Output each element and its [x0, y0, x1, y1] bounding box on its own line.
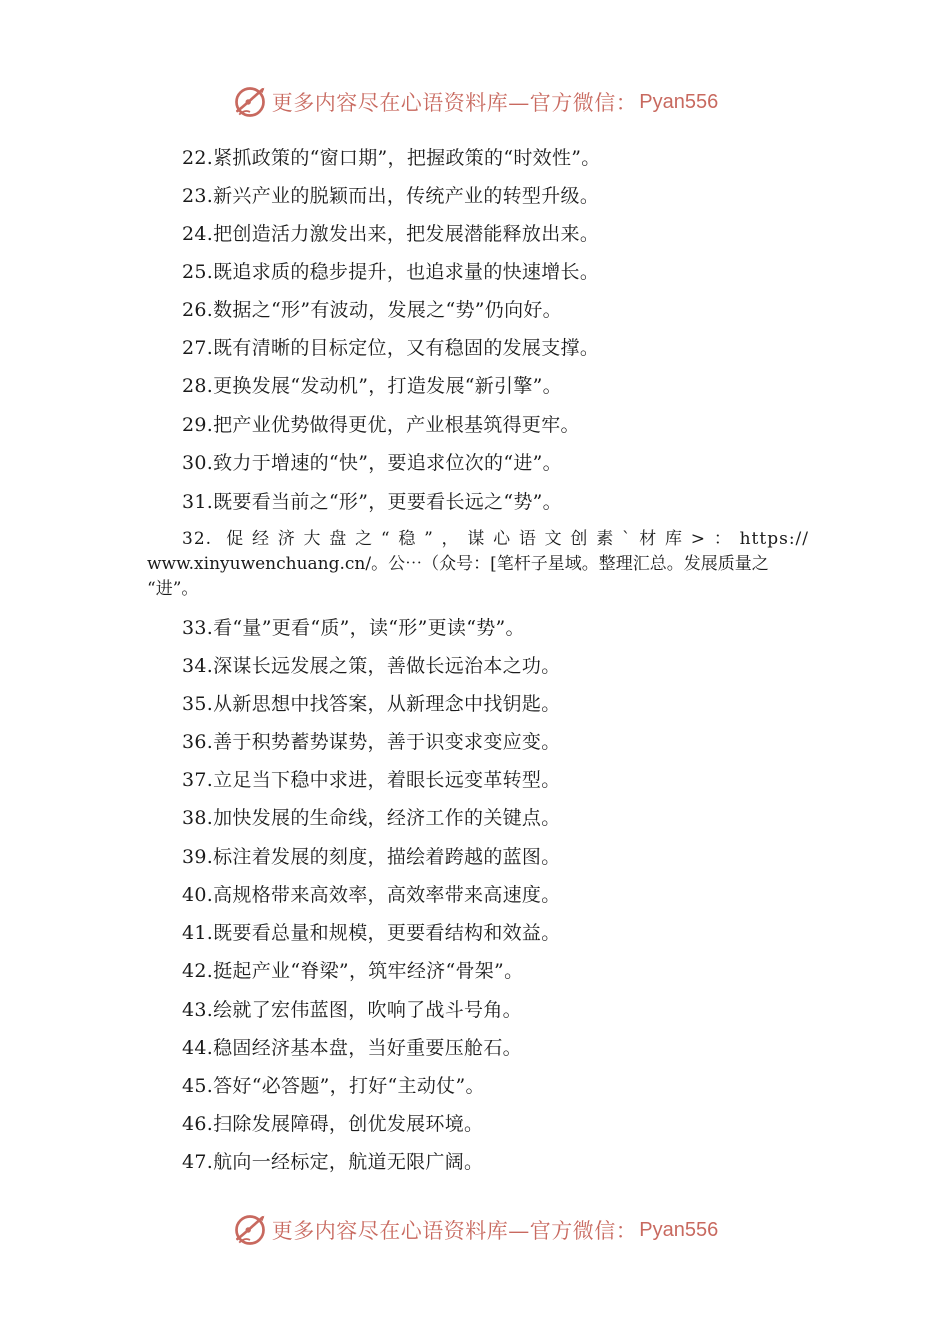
list-item-32-line3: “进”。	[147, 579, 199, 599]
header-banner	[0, 80, 950, 124]
list-item: 23.新兴产业的脱颖而出，传统产业的转型升级。	[182, 185, 600, 207]
list-item: 38.加快发展的生命线，经济工作的关键点。	[182, 807, 561, 829]
list-item: 28.更换发展“发动机”，打造发展“新引擎”。	[182, 375, 562, 397]
list-item: 30.致力于增速的“快”，要追求位次的“进”。	[182, 452, 562, 474]
list-item-32	[147, 527, 809, 602]
list-item-32-line1: 32. 促经济大盘之“稳”，谋心语文创素`材库>：https://	[182, 529, 809, 549]
list-item: 44.稳固经济基本盘，当好重要压舱石。	[182, 1037, 522, 1059]
list-item: 39.标注着发展的刻度，描绘着跨越的蓝图。	[182, 846, 561, 868]
list-item: 36.善于积势蓄势谋势，善于识变求变应变。	[182, 731, 561, 753]
list-item: 29.把产业优势做得更优，产业根基筑得更牢。	[182, 414, 580, 436]
list-item: 34.深谋长远发展之策，善做长远治本之功。	[182, 655, 561, 677]
list-item: 26.数据之“形”有波动，发展之“势”仍向好。	[182, 299, 562, 321]
footer-banner	[0, 1208, 950, 1252]
list-item-32-line2: www.xinyuwenchuang.cn/。公⋯（众号：[笔杆子星域。整理汇总。发展质量之	[147, 554, 769, 574]
list-item: 25.既追求质的稳步提升，也追求量的快速增长。	[182, 261, 600, 283]
list-item: 27.既有清晰的目标定位，又有稳固的发展支撑。	[182, 337, 600, 359]
list-item: 46.扫除发展障碍，创优发展环境。	[182, 1113, 484, 1135]
banner-wechat-id: Pyan556	[639, 1218, 719, 1241]
list-item: 41.既要看总量和规模，更要看结构和效益。	[182, 922, 561, 944]
list-item: 43.绘就了宏伟蓝图，吹响了战斗号角。	[182, 999, 522, 1021]
banner-text: 更多内容尽在心语资料库—官方微信：	[271, 91, 638, 115]
list-item: 40.高规格带来高效率，高效率带来高速度。	[182, 884, 561, 906]
list-item: 42.挺起产业“脊梁”，筑牢经济“骨架”。	[182, 960, 524, 982]
banner-wechat-id: Pyan556	[639, 90, 719, 113]
list-item: 35.从新思想中找答案，从新理念中找钥匙。	[182, 693, 561, 715]
list-item: 22.紧抓政策的“窗口期”，把握政策的“时效性”。	[182, 147, 601, 169]
list-item: 47.航向一经标定，航道无限广阔。	[182, 1151, 484, 1173]
pen-seal-logo-icon	[232, 1212, 268, 1248]
list-item: 33.看“量”更看“质”，读“形”更读“势”。	[182, 617, 525, 639]
pen-seal-logo-icon	[232, 84, 268, 120]
banner-text: 更多内容尽在心语资料库—官方微信：	[271, 1219, 638, 1243]
list-item: 45.答好“必答题”，打好“主动仗”。	[182, 1075, 485, 1097]
list-item: 24.把创造活力激发出来，把发展潜能释放出来。	[182, 223, 600, 245]
list-item: 37.立足当下稳中求进，着眼长远变革转型。	[182, 769, 561, 791]
list-item: 31.既要看当前之“形”，更要看长远之“势”。	[182, 491, 562, 513]
